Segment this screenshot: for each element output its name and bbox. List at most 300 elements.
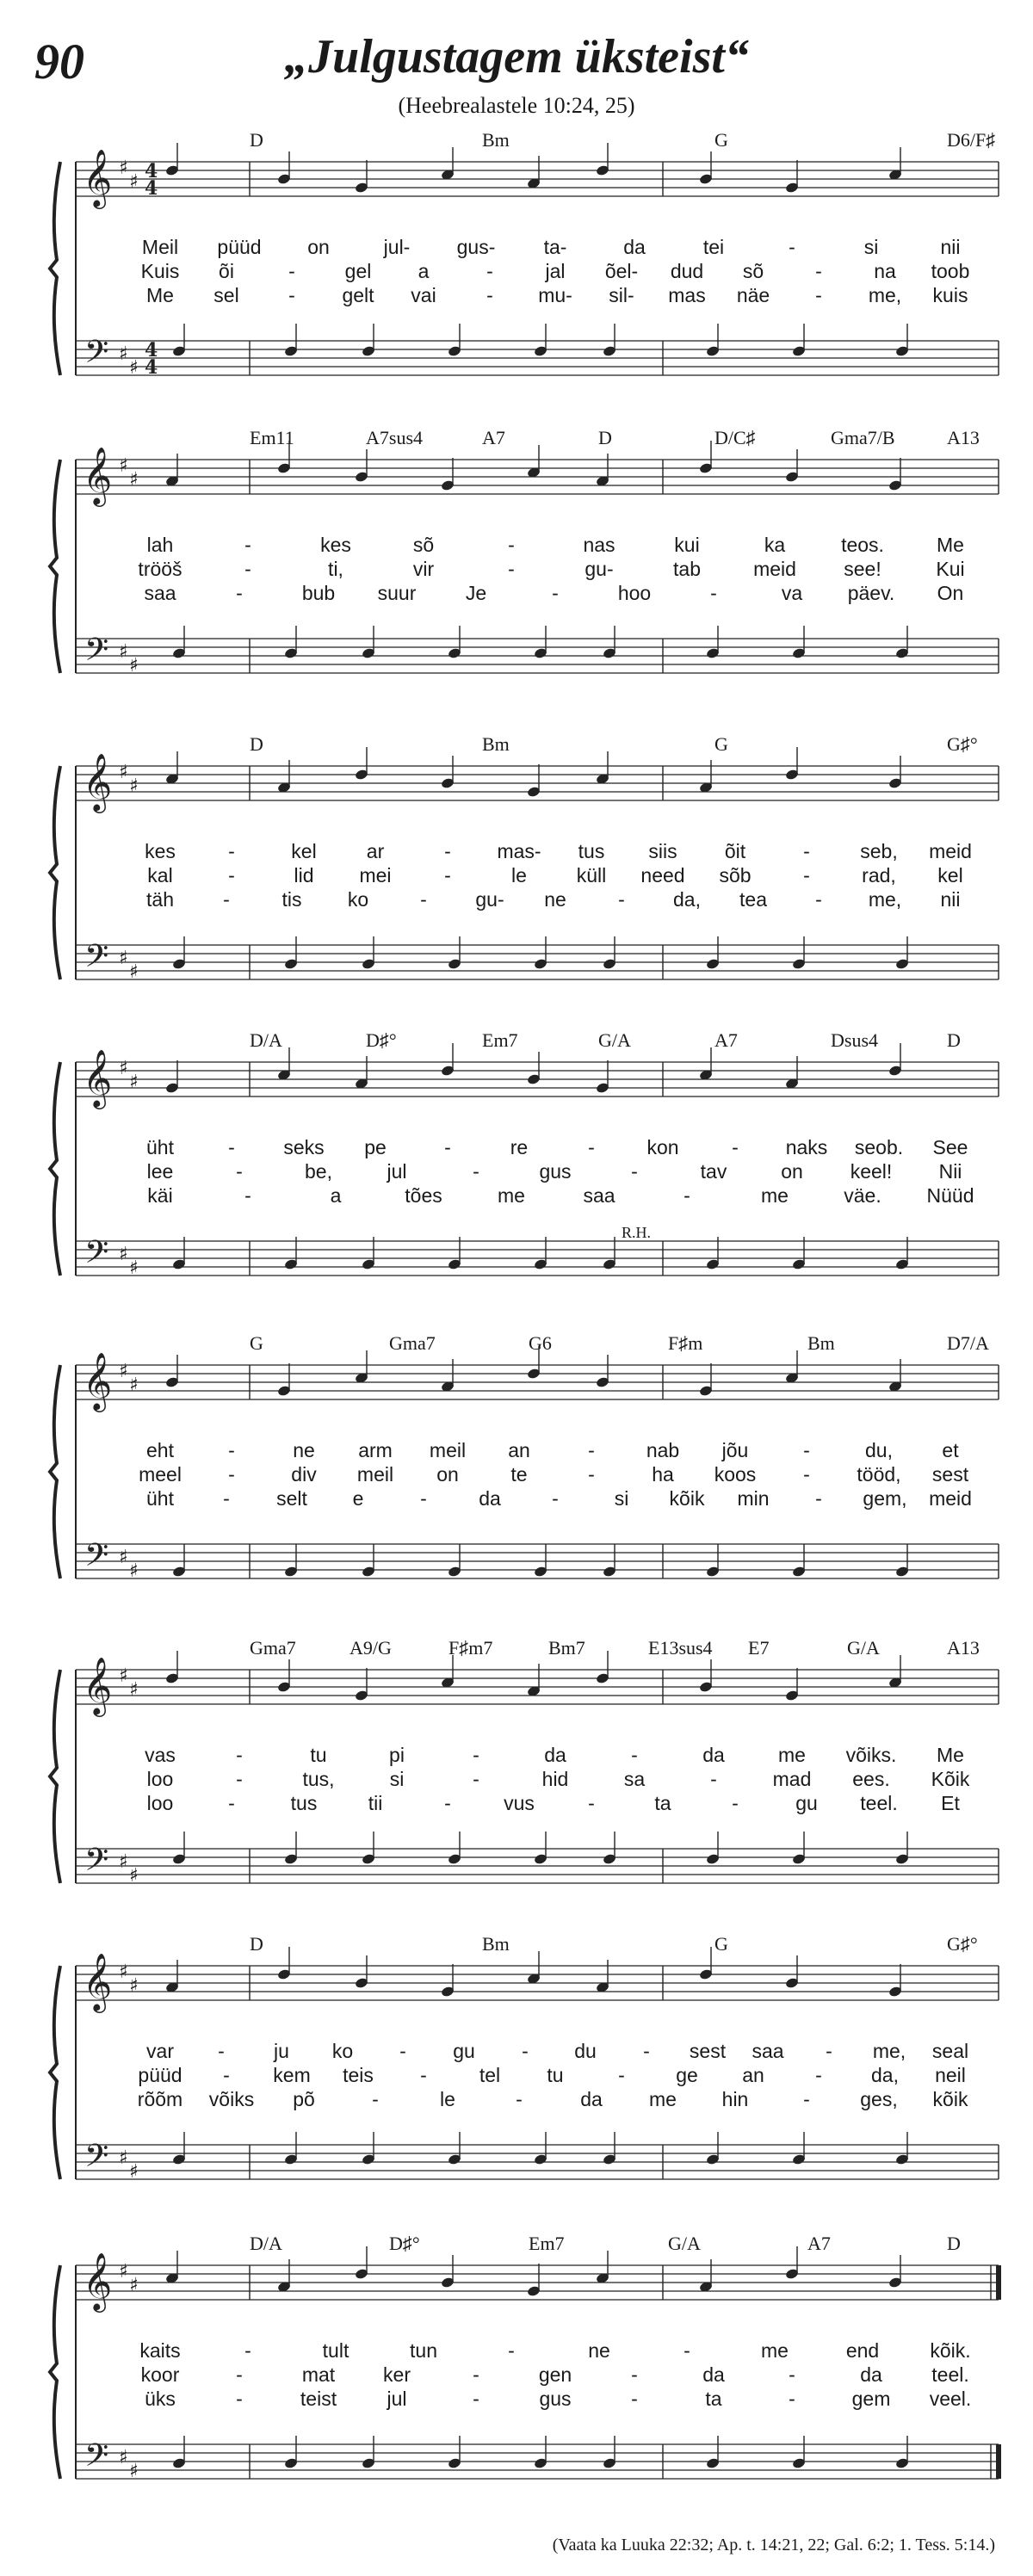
lyric-syllable: - bbox=[236, 582, 243, 604]
lyric-syllable: - bbox=[815, 888, 822, 911]
lyric-syllable: naks bbox=[785, 1136, 828, 1158]
lyric-syllable: - bbox=[228, 1792, 235, 1814]
lyric-syllable: eht bbox=[146, 1439, 174, 1461]
lyric-syllable: - bbox=[244, 1184, 251, 1207]
lyric-line bbox=[0, 2339, 1033, 2363]
lyric-syllable: a bbox=[330, 1184, 342, 1207]
lyric-syllable: - bbox=[631, 1744, 638, 1766]
lyric-syllable: tus, bbox=[302, 1768, 335, 1790]
lyric-syllable: - bbox=[372, 2088, 379, 2110]
lyric-line bbox=[0, 2064, 1033, 2088]
lyric-syllable: ta bbox=[705, 2388, 722, 2410]
lyric-syllable: ge bbox=[676, 2064, 698, 2086]
lyric-syllable: vir bbox=[412, 558, 435, 580]
lyric-syllable: tus bbox=[290, 1792, 318, 1814]
lyric-syllable: teis bbox=[343, 2064, 374, 2086]
lyric-syllable: mad bbox=[772, 1768, 812, 1790]
lyric-syllable: - bbox=[815, 260, 822, 282]
lyric-syllable: an bbox=[508, 1439, 530, 1461]
lyric-syllable: da, bbox=[871, 2064, 899, 2086]
lyric-syllable: hid bbox=[541, 1768, 569, 1790]
lyric-syllable: gem bbox=[851, 2388, 891, 2410]
sharp-icon: ♯ bbox=[119, 455, 128, 477]
lyric-syllable: ko bbox=[347, 888, 369, 911]
lyric-syllable: lid bbox=[294, 864, 314, 886]
lyric-syllable: div bbox=[291, 1463, 317, 1486]
lyric-syllable: nas bbox=[583, 534, 615, 556]
lyric-syllable: saa bbox=[583, 1184, 615, 1207]
lyric-syllable: - bbox=[420, 2064, 427, 2086]
lyric-syllable: tööd, bbox=[857, 1463, 901, 1486]
lyric-syllable: - bbox=[815, 2064, 822, 2086]
lyric-syllable: toob bbox=[931, 260, 970, 282]
lyric-syllable: väe. bbox=[844, 1184, 881, 1207]
chord-symbol: Bm bbox=[807, 1332, 835, 1354]
lyric-syllable: küll bbox=[576, 864, 607, 886]
lyric-syllable: si bbox=[863, 236, 879, 258]
lyric-syllable: teel. bbox=[931, 2363, 969, 2386]
lyric-syllable: dud bbox=[670, 260, 704, 282]
lyric-syllable: täh bbox=[146, 888, 174, 911]
lyric-syllable: ha bbox=[652, 1463, 674, 1486]
lyric-syllable: - bbox=[732, 1136, 739, 1158]
lyric-syllable: tei bbox=[702, 236, 725, 258]
lyric-line bbox=[0, 260, 1033, 284]
lyric-syllable: - bbox=[552, 582, 559, 604]
lyric-syllable: be, bbox=[305, 1160, 332, 1183]
music-system bbox=[0, 1933, 1033, 2227]
lyric-syllable: sa bbox=[623, 1768, 646, 1790]
lyric-syllable: pe bbox=[364, 1136, 387, 1158]
lyric-syllable: kel bbox=[291, 840, 317, 862]
lyric-syllable: da bbox=[623, 236, 646, 258]
sharp-icon: ♯ bbox=[129, 1560, 139, 1582]
sharp-icon: ♯ bbox=[119, 1851, 128, 1873]
lyric-syllable: ges, bbox=[860, 2088, 898, 2110]
lyric-syllable: lah bbox=[146, 534, 174, 556]
time-signature: 4 bbox=[145, 177, 158, 200]
sharp-icon: ♯ bbox=[119, 1547, 128, 1568]
lyric-syllable: päev. bbox=[847, 582, 895, 604]
lyric-syllable: ju bbox=[274, 2040, 289, 2062]
chord-symbol: A7sus4 bbox=[366, 427, 424, 448]
lyric-syllable: sil- bbox=[609, 284, 634, 306]
lyric-syllable: tab bbox=[673, 558, 701, 580]
lyric-syllable: - bbox=[803, 840, 810, 862]
lyric-syllable: gus- bbox=[456, 236, 496, 258]
lyric-syllable: kal bbox=[147, 864, 173, 886]
lyric-syllable: - bbox=[228, 1463, 235, 1486]
lyric-syllable: gel bbox=[344, 260, 372, 282]
lyric-line bbox=[0, 1439, 1033, 1463]
lyric-syllable: Kuis bbox=[140, 260, 180, 282]
lyric-syllable: - bbox=[228, 1439, 235, 1461]
lyric-syllable: kem bbox=[273, 2064, 311, 2086]
chord-symbol: D bbox=[598, 427, 612, 448]
lyric-syllable: - bbox=[486, 260, 493, 282]
lyric-syllable: meid bbox=[929, 840, 972, 862]
lyric-line bbox=[0, 1487, 1033, 1511]
lyric-line bbox=[0, 1160, 1033, 1184]
lyric-syllable: üht bbox=[146, 1487, 174, 1510]
lyric-syllable: da bbox=[860, 2363, 882, 2386]
lyric-syllable: - bbox=[516, 2088, 523, 2110]
lyric-syllable: - bbox=[815, 1487, 822, 1510]
chord-symbol: Bm7 bbox=[548, 1637, 585, 1659]
chord-symbol: Em11 bbox=[250, 427, 294, 448]
sharp-icon: ♯ bbox=[119, 948, 128, 969]
lyric-syllable: - bbox=[473, 1160, 479, 1183]
lyric-syllable: du bbox=[574, 2040, 597, 2062]
chord-symbol: Gma7 bbox=[250, 1637, 296, 1659]
lyric-line bbox=[0, 1136, 1033, 1160]
lyric-syllable: - bbox=[522, 2040, 529, 2062]
chord-symbol: A7 bbox=[714, 1029, 738, 1051]
chord-symbol: F♯m bbox=[668, 1332, 703, 1354]
sharp-icon: ♯ bbox=[129, 1865, 139, 1887]
lyric-syllable: koos bbox=[714, 1463, 757, 1486]
lyric-syllable: da bbox=[544, 1744, 566, 1766]
song-title: „Julgustagem üksteist“ bbox=[284, 30, 749, 83]
lyric-syllable: re bbox=[510, 1136, 529, 1158]
lyric-syllable: te bbox=[510, 1463, 528, 1486]
lyric-syllable: seob. bbox=[854, 1136, 904, 1158]
chord-symbol: D/C♯ bbox=[714, 427, 756, 448]
lyric-line bbox=[0, 1184, 1033, 1208]
lyric-syllable: on bbox=[307, 236, 330, 258]
lyric-syllable: - bbox=[223, 1487, 230, 1510]
lyric-syllable: jul- bbox=[383, 236, 411, 258]
lyric-syllable: - bbox=[815, 284, 822, 306]
lyric-syllable: - bbox=[236, 1768, 243, 1790]
lyric-syllable: - bbox=[643, 2040, 650, 2062]
lyric-syllable: - bbox=[618, 2064, 625, 2086]
lyric-syllable: - bbox=[803, 864, 810, 886]
chord-symbol: G♯° bbox=[947, 1933, 978, 1955]
chord-symbol: G/A bbox=[847, 1637, 880, 1659]
lyric-syllable: - bbox=[473, 1768, 479, 1790]
treble-clef-icon: 𝄞 bbox=[83, 1351, 113, 1410]
lyric-syllable: - bbox=[588, 1792, 595, 1814]
lyric-syllable: - bbox=[631, 2363, 638, 2386]
sharp-icon: ♯ bbox=[119, 1361, 128, 1382]
lyric-syllable: tis bbox=[281, 888, 302, 911]
lyric-syllable: - bbox=[228, 840, 235, 862]
lyric-syllable: tel bbox=[479, 2064, 501, 2086]
lyric-syllable: - bbox=[420, 888, 427, 911]
lyric-syllable: saa bbox=[144, 582, 176, 604]
lyric-syllable: Et bbox=[941, 1792, 960, 1814]
music-system bbox=[0, 129, 1033, 423]
chord-symbol: D♯° bbox=[389, 2233, 420, 2254]
sharp-icon: ♯ bbox=[129, 1975, 139, 1997]
lyric-syllable: Je bbox=[465, 582, 487, 604]
lyric-syllable: da bbox=[702, 2363, 725, 2386]
lyric-syllable: veel. bbox=[929, 2388, 972, 2410]
lyric-syllable: püüd bbox=[138, 2064, 182, 2086]
lyric-syllable: kes bbox=[145, 840, 176, 862]
lyric-syllable: si bbox=[614, 1487, 629, 1510]
lyric-syllable: tões bbox=[405, 1184, 442, 1207]
lyric-syllable: tun bbox=[410, 2339, 437, 2362]
lyric-syllable: da bbox=[479, 1487, 501, 1510]
lyric-syllable: Nüüd bbox=[926, 1184, 974, 1207]
lyric-syllable: ka bbox=[764, 534, 786, 556]
lyric-syllable: si bbox=[389, 1768, 405, 1790]
lyric-syllable: me bbox=[778, 1744, 806, 1766]
lyric-syllable: üht bbox=[146, 1136, 174, 1158]
sharp-icon: ♯ bbox=[129, 357, 139, 379]
lyric-syllable: - bbox=[618, 888, 625, 911]
lyric-syllable: - bbox=[444, 1136, 451, 1158]
lyric-syllable: Me bbox=[937, 534, 964, 556]
lyric-syllable: sest bbox=[931, 1463, 969, 1486]
sharp-icon: ♯ bbox=[119, 1961, 128, 1983]
lyric-syllable: ees. bbox=[852, 1768, 890, 1790]
right-hand-marking: R.H. bbox=[622, 1224, 652, 1241]
lyric-syllable: meid bbox=[753, 558, 796, 580]
lyric-syllable: - bbox=[473, 2388, 479, 2410]
sharp-icon: ♯ bbox=[119, 2261, 128, 2283]
time-signature: 4 bbox=[145, 339, 158, 361]
lyric-syllable: gem, bbox=[863, 1487, 907, 1510]
lyric-line bbox=[0, 1768, 1033, 1792]
lyric-syllable: trööš bbox=[138, 558, 182, 580]
lyric-syllable: üks bbox=[145, 2388, 176, 2410]
lyric-syllable: hin bbox=[721, 2088, 749, 2110]
lyric-syllable: - bbox=[473, 1744, 479, 1766]
lyric-syllable: da bbox=[580, 2088, 603, 2110]
sharp-icon: ♯ bbox=[119, 2447, 128, 2468]
chord-symbol: Bm bbox=[482, 1933, 510, 1955]
lyric-syllable: - bbox=[218, 2040, 225, 2062]
lyric-syllable: gelt bbox=[342, 284, 374, 306]
music-system bbox=[0, 1637, 1033, 1931]
sharp-icon: ♯ bbox=[129, 2275, 139, 2296]
lyric-syllable: Meil bbox=[141, 236, 179, 258]
lyric-line bbox=[0, 1463, 1033, 1487]
lyric-syllable: need bbox=[640, 864, 685, 886]
lyric-syllable: nab bbox=[646, 1439, 680, 1461]
treble-clef-icon: 𝄞 bbox=[83, 1656, 113, 1714]
lyric-syllable: käi bbox=[147, 1184, 173, 1207]
sharp-icon: ♯ bbox=[129, 1072, 139, 1093]
lyric-syllable: - bbox=[508, 534, 515, 556]
lyric-syllable: ne bbox=[588, 2339, 610, 2362]
lyric-syllable: - bbox=[444, 864, 451, 886]
lyric-syllable: hoo bbox=[617, 582, 652, 604]
lyric-syllable: meid bbox=[929, 1487, 972, 1510]
lyric-syllable: le bbox=[511, 864, 527, 886]
lyric-syllable: tii bbox=[368, 1792, 383, 1814]
lyric-syllable: See bbox=[932, 1136, 968, 1158]
lyric-syllable: tult bbox=[322, 2339, 349, 2362]
treble-clef-icon: 𝄞 bbox=[83, 2252, 113, 2310]
lyric-syllable: võiks. bbox=[845, 1744, 897, 1766]
sharp-icon: ♯ bbox=[129, 1374, 139, 1396]
sharp-icon: ♯ bbox=[129, 469, 139, 491]
chord-symbol: G/A bbox=[598, 1029, 631, 1051]
lyric-syllable: püüd bbox=[217, 236, 262, 258]
lyric-syllable: kõik. bbox=[930, 2339, 971, 2362]
bass-clef-icon: 𝄢 bbox=[84, 632, 109, 676]
lyric-syllable: koor bbox=[140, 2363, 180, 2386]
lyric-syllable: - bbox=[508, 558, 515, 580]
lyric-syllable: Kõik bbox=[931, 1768, 970, 1790]
lyric-syllable: an bbox=[742, 2064, 764, 2086]
lyric-syllable: du, bbox=[865, 1439, 893, 1461]
lyric-syllable: vai bbox=[411, 284, 436, 306]
chord-symbol: A9/G bbox=[349, 1637, 392, 1659]
lyric-syllable: - bbox=[244, 2339, 251, 2362]
lyric-syllable: sõ bbox=[412, 534, 435, 556]
chord-symbol: D bbox=[250, 1933, 263, 1955]
lyric-syllable: seb, bbox=[860, 840, 898, 862]
lyric-syllable: kui bbox=[674, 534, 700, 556]
lyric-syllable: vus bbox=[504, 1792, 535, 1814]
lyric-syllable: - bbox=[710, 1768, 717, 1790]
lyric-syllable: - bbox=[444, 1792, 451, 1814]
lyric-line bbox=[0, 2040, 1033, 2064]
lyric-syllable: nii bbox=[940, 236, 961, 258]
lyric-syllable: - bbox=[236, 2363, 243, 2386]
lyric-syllable: kõik bbox=[669, 1487, 705, 1510]
lyric-syllable: Nii bbox=[938, 1160, 962, 1183]
lyric-syllable: gen bbox=[538, 2363, 572, 2386]
lyric-syllable: loo bbox=[146, 1792, 174, 1814]
lyric-syllable: on bbox=[781, 1160, 803, 1183]
chord-symbol: Em7 bbox=[529, 2233, 565, 2254]
lyric-syllable: na bbox=[874, 260, 896, 282]
music-system bbox=[0, 1332, 1033, 1627]
chord-symbol: Bm bbox=[482, 733, 510, 755]
sharp-icon: ♯ bbox=[119, 1058, 128, 1079]
music-system bbox=[0, 2233, 1033, 2527]
chord-symbol: G♯° bbox=[947, 733, 978, 755]
lyric-syllable: me, bbox=[868, 284, 902, 306]
lyric-syllable: rõõm bbox=[137, 2088, 183, 2110]
lyric-syllable: da bbox=[702, 1744, 725, 1766]
lyric-syllable: - bbox=[223, 2064, 230, 2086]
lyric-syllable: ko bbox=[331, 2040, 354, 2062]
lyric-syllable: - bbox=[588, 1439, 595, 1461]
chord-symbol: D7/A bbox=[947, 1332, 989, 1354]
lyric-syllable: - bbox=[732, 1792, 739, 1814]
lyric-syllable: kon bbox=[646, 1136, 679, 1158]
lyric-line bbox=[0, 2088, 1033, 2112]
lyric-line bbox=[0, 1792, 1033, 1816]
treble-clef-icon: 𝄞 bbox=[83, 1048, 113, 1107]
lyric-syllable: - bbox=[228, 864, 235, 886]
lyric-syllable: kaits bbox=[139, 2339, 181, 2362]
bass-clef-icon: 𝄢 bbox=[84, 2437, 109, 2481]
lyric-syllable: mei bbox=[359, 864, 392, 886]
chord-symbol: F♯m7 bbox=[448, 1637, 493, 1659]
lyric-syllable: end bbox=[845, 2339, 880, 2362]
lyric-syllable: - bbox=[684, 2339, 690, 2362]
sharp-icon: ♯ bbox=[129, 775, 139, 797]
sharp-icon: ♯ bbox=[129, 655, 139, 676]
time-signature: 4 bbox=[145, 160, 158, 182]
lyric-syllable: jal bbox=[545, 260, 566, 282]
lyric-syllable: et bbox=[942, 1439, 959, 1461]
lyric-syllable: mas bbox=[668, 284, 706, 306]
lyric-syllable: jõu bbox=[721, 1439, 749, 1461]
chord-symbol: E13sus4 bbox=[648, 1637, 713, 1659]
chord-symbol: A13 bbox=[947, 427, 980, 448]
lyric-syllable: - bbox=[803, 1463, 810, 1486]
lyric-syllable: me, bbox=[872, 2040, 906, 2062]
lyric-syllable: gus bbox=[539, 1160, 572, 1183]
chord-symbol: G6 bbox=[529, 1332, 552, 1354]
lyric-line bbox=[0, 582, 1033, 606]
lyric-syllable: - bbox=[244, 558, 251, 580]
lyric-syllable: ar bbox=[366, 840, 385, 862]
lyric-syllable: - bbox=[826, 2040, 832, 2062]
lyric-syllable: õit bbox=[724, 840, 746, 862]
sharp-icon: ♯ bbox=[119, 1244, 128, 1265]
lyric-syllable: bub bbox=[301, 582, 336, 604]
sharp-icon: ♯ bbox=[129, 961, 139, 983]
chord-symbol: E7 bbox=[748, 1637, 770, 1659]
lyric-syllable: mat bbox=[301, 2363, 336, 2386]
lyric-syllable: var bbox=[146, 2040, 174, 2062]
chord-symbol: D/A bbox=[250, 2233, 282, 2254]
lyric-line bbox=[0, 1744, 1033, 1768]
lyric-line bbox=[0, 888, 1033, 912]
sharp-icon: ♯ bbox=[119, 1665, 128, 1687]
lyric-syllable: sest bbox=[689, 2040, 727, 2062]
lyric-syllable: - bbox=[684, 1184, 690, 1207]
chord-symbol: G/A bbox=[668, 2233, 701, 2254]
chord-symbol: Bm bbox=[482, 129, 510, 151]
lyric-syllable: Me bbox=[146, 284, 174, 306]
lyric-syllable: - bbox=[803, 1439, 810, 1461]
lyric-syllable: me bbox=[498, 1184, 525, 1207]
chord-symbol: G bbox=[250, 1332, 263, 1354]
music-system bbox=[0, 733, 1033, 1028]
sharp-icon: ♯ bbox=[129, 171, 139, 193]
lyric-syllable: - bbox=[236, 2388, 243, 2410]
chord-symbol: D bbox=[947, 1029, 961, 1051]
music-system bbox=[0, 1029, 1033, 1324]
bass-clef-icon: 𝄢 bbox=[84, 1234, 109, 1278]
lyric-syllable: meel bbox=[139, 1463, 182, 1486]
lyric-syllable: jul bbox=[387, 1160, 407, 1183]
lyric-syllable: ta bbox=[654, 1792, 671, 1814]
lyric-syllable: kel bbox=[937, 864, 963, 886]
chord-symbol: G bbox=[714, 733, 728, 755]
lyric-syllable: mas- bbox=[497, 840, 541, 862]
bass-clef-icon: 𝄢 bbox=[84, 938, 109, 982]
lyric-line bbox=[0, 558, 1033, 582]
lyric-syllable: min bbox=[737, 1487, 770, 1510]
time-signature: 4 bbox=[145, 356, 158, 379]
lyric-syllable: kuis bbox=[932, 284, 968, 306]
lyric-syllable: e bbox=[352, 1487, 364, 1510]
lyric-syllable: - bbox=[789, 2363, 795, 2386]
sharp-icon: ♯ bbox=[119, 343, 128, 365]
lyric-syllable: seks bbox=[283, 1136, 325, 1158]
lyric-syllable: on bbox=[436, 1463, 459, 1486]
lyric-syllable: õi bbox=[219, 260, 234, 282]
lyric-syllable: - bbox=[288, 284, 295, 306]
chord-symbol: Em7 bbox=[482, 1029, 518, 1051]
music-system bbox=[0, 427, 1033, 721]
chord-symbol: A13 bbox=[947, 1637, 980, 1659]
lyric-syllable: jul bbox=[387, 2388, 407, 2410]
lyric-syllable: - bbox=[223, 888, 230, 911]
